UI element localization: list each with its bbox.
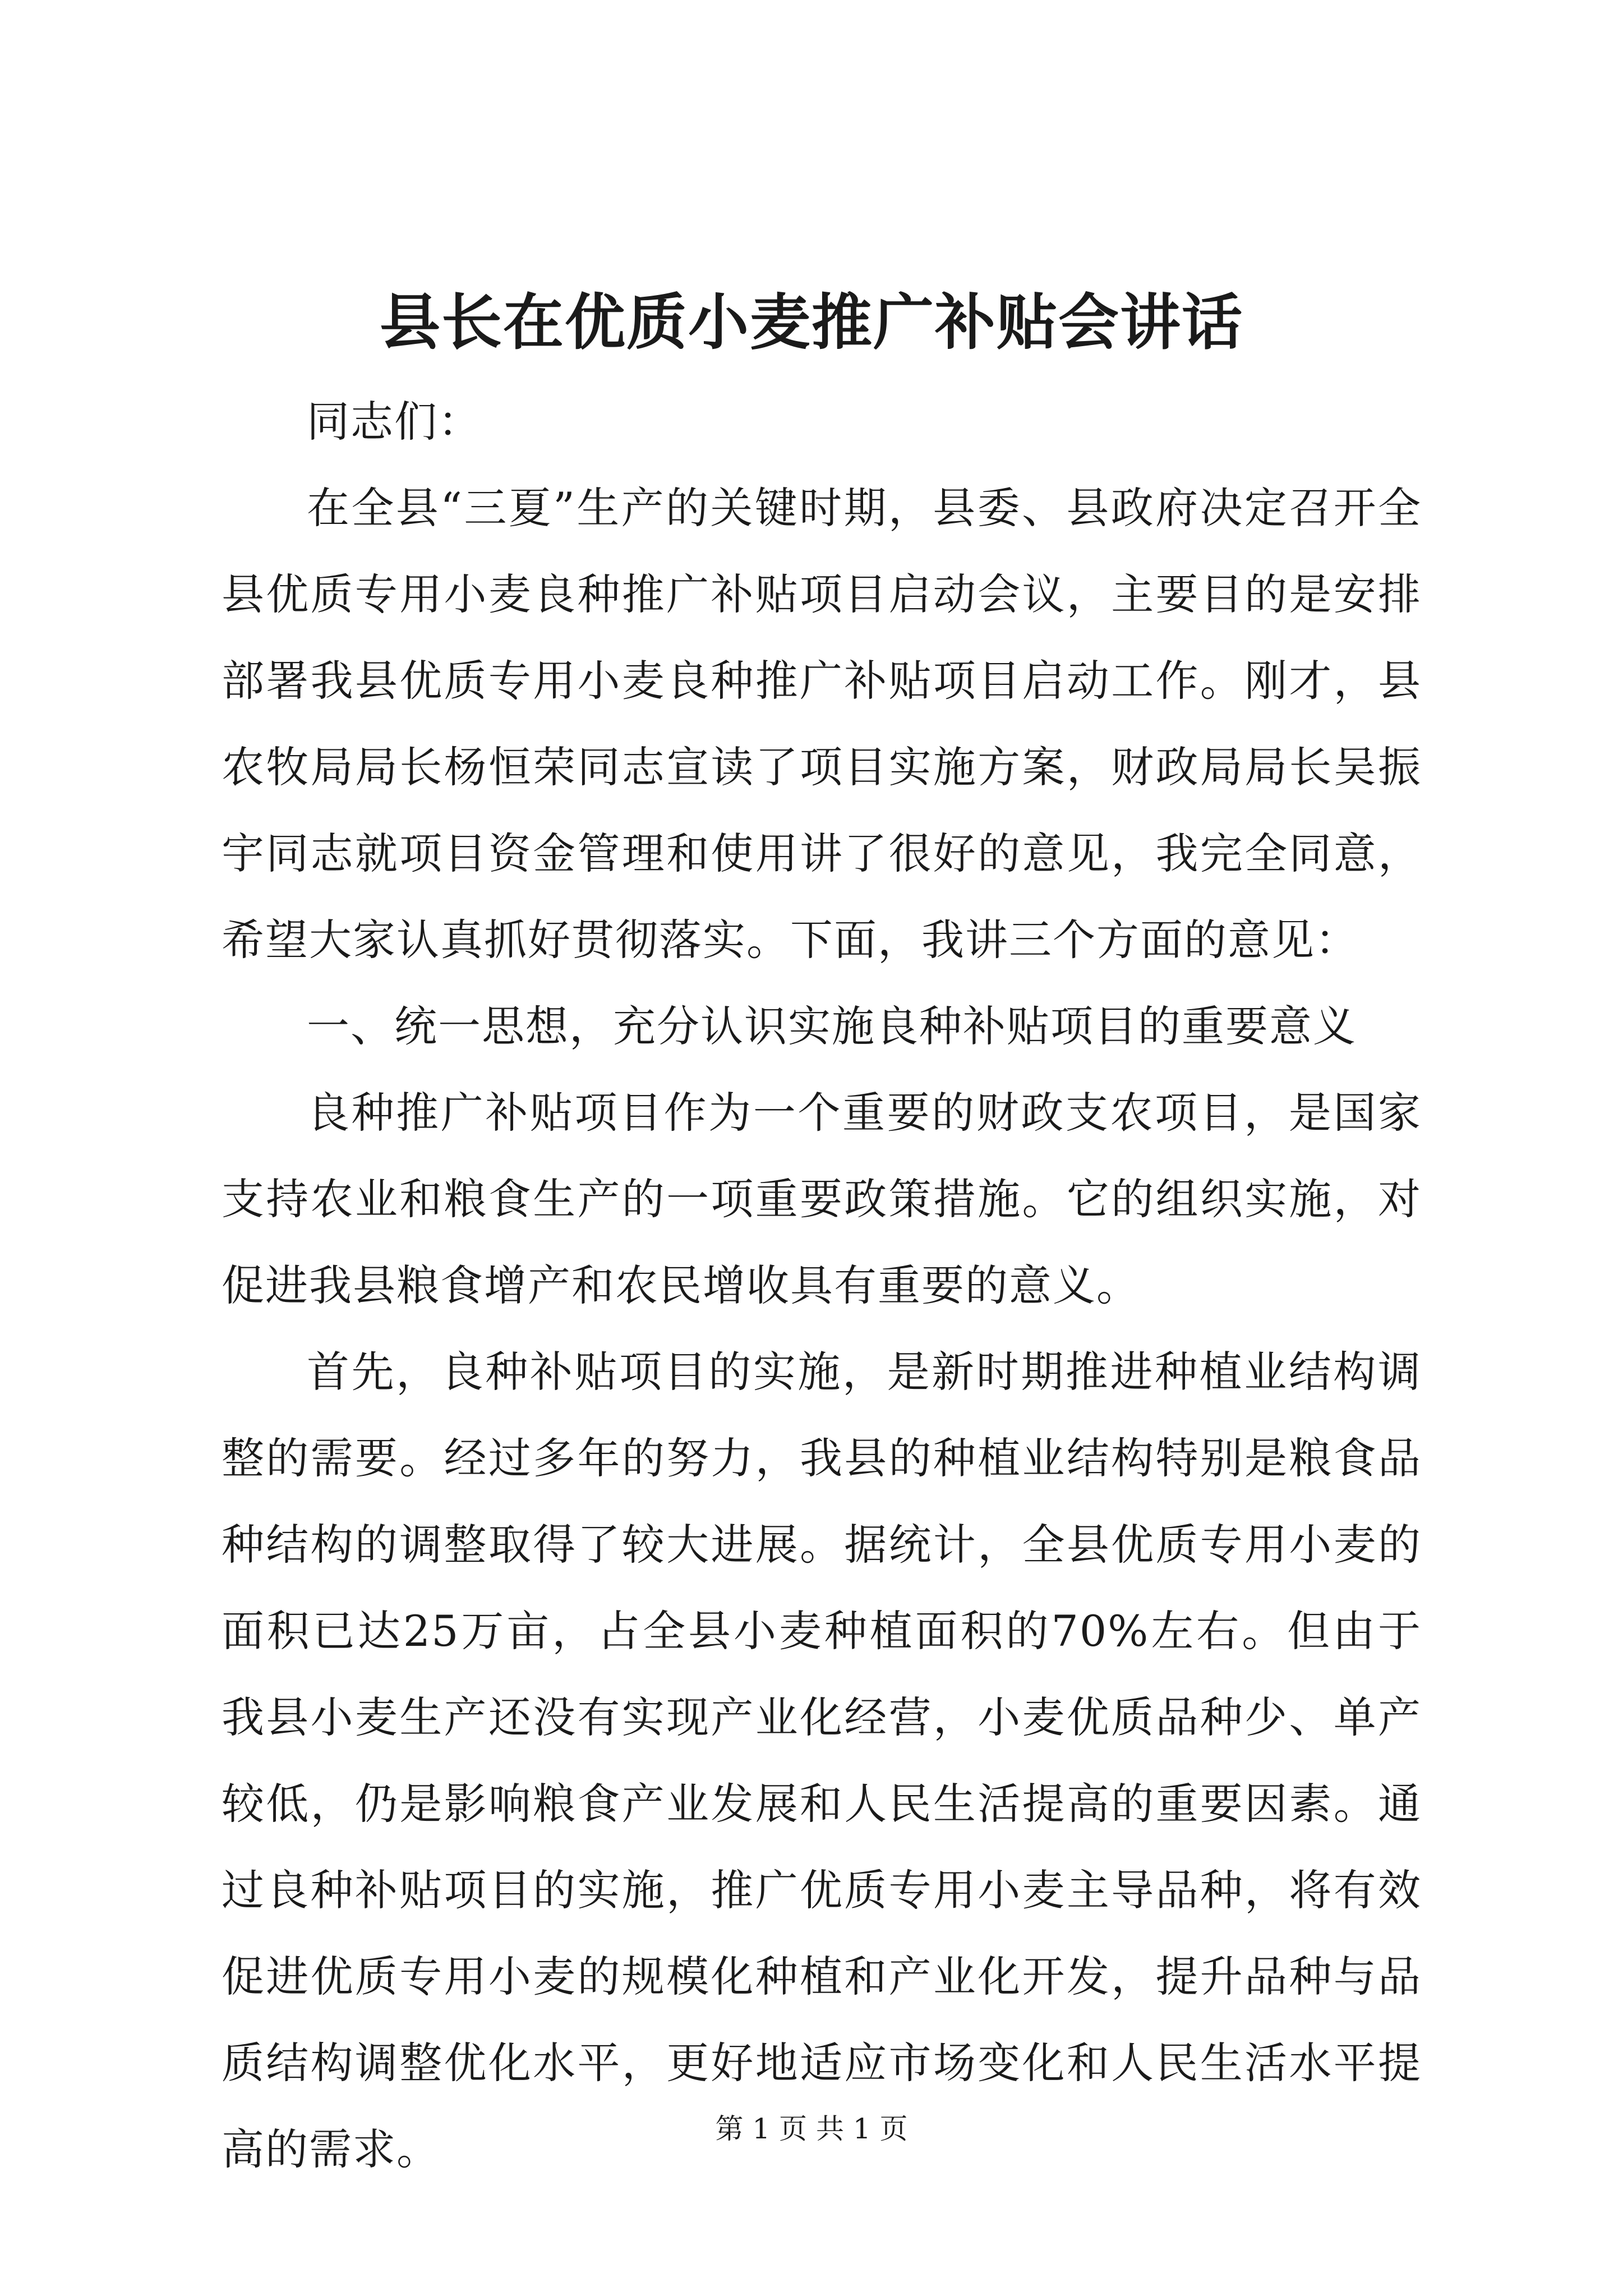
section-heading-1: 一、统一思想，充分认识实施良种补贴项目的重要意义	[307, 1001, 1357, 1051]
document-title: 县长在优质小麦推广补贴会讲话	[379, 287, 1243, 358]
salutation: 同志们：	[307, 397, 482, 447]
document-body	[222, 379, 1422, 2193]
page-footer: 第 1 页 共 1 页	[715, 2113, 908, 2145]
paragraph-significance: 良种推广补贴项目作为一个重要的财政支农项目，是国家支持农业和粮食生产的一项重要政策措施。它的组织实施，对促进我县粮食增产和农民增收具有重要的意义。	[222, 1088, 1422, 1310]
paragraph-first-point: 首先，良种补贴项目的实施，是新时期推进种植业结构调整的需要。经过多年的努力，我县的种植业结构特别是粮食品种结构的调整取得了较大进展。据统计，全县优质专用小麦的面积已达25万亩，占全县小麦种植面积的70%左右。但由于我县小麦生产还没有实现产业化经营，小麦优质品种少、单产较低，仍是影响粮食产业发展和人民生活提高的重要因素。通过良种补贴项目的实施，推广优质专用小麦主导品种，将有效促进优质专用小麦的规模化种植和产业化开发，提升品种与品质结构调整优化水平，更好地适应市场变化和人民生活水平提高的需求。	[222, 1347, 1422, 2174]
paragraph-intro: 在全县“三夏”生产的关键时期，县委、县政府决定召开全县优质专用小麦良种推广补贴项目启动会议，主要目的是安排部署我县优质专用小麦良种推广补贴项目启动工作。刚才，县农牧局局长杨恒荣同志宣读了项目实施方案，财政局局长吴振宇同志就项目资金管理和使用讲了很好的意见，我完全同意，希望大家认真抓好贯彻落实。下面，我讲三个方面的意见：	[222, 483, 1422, 965]
